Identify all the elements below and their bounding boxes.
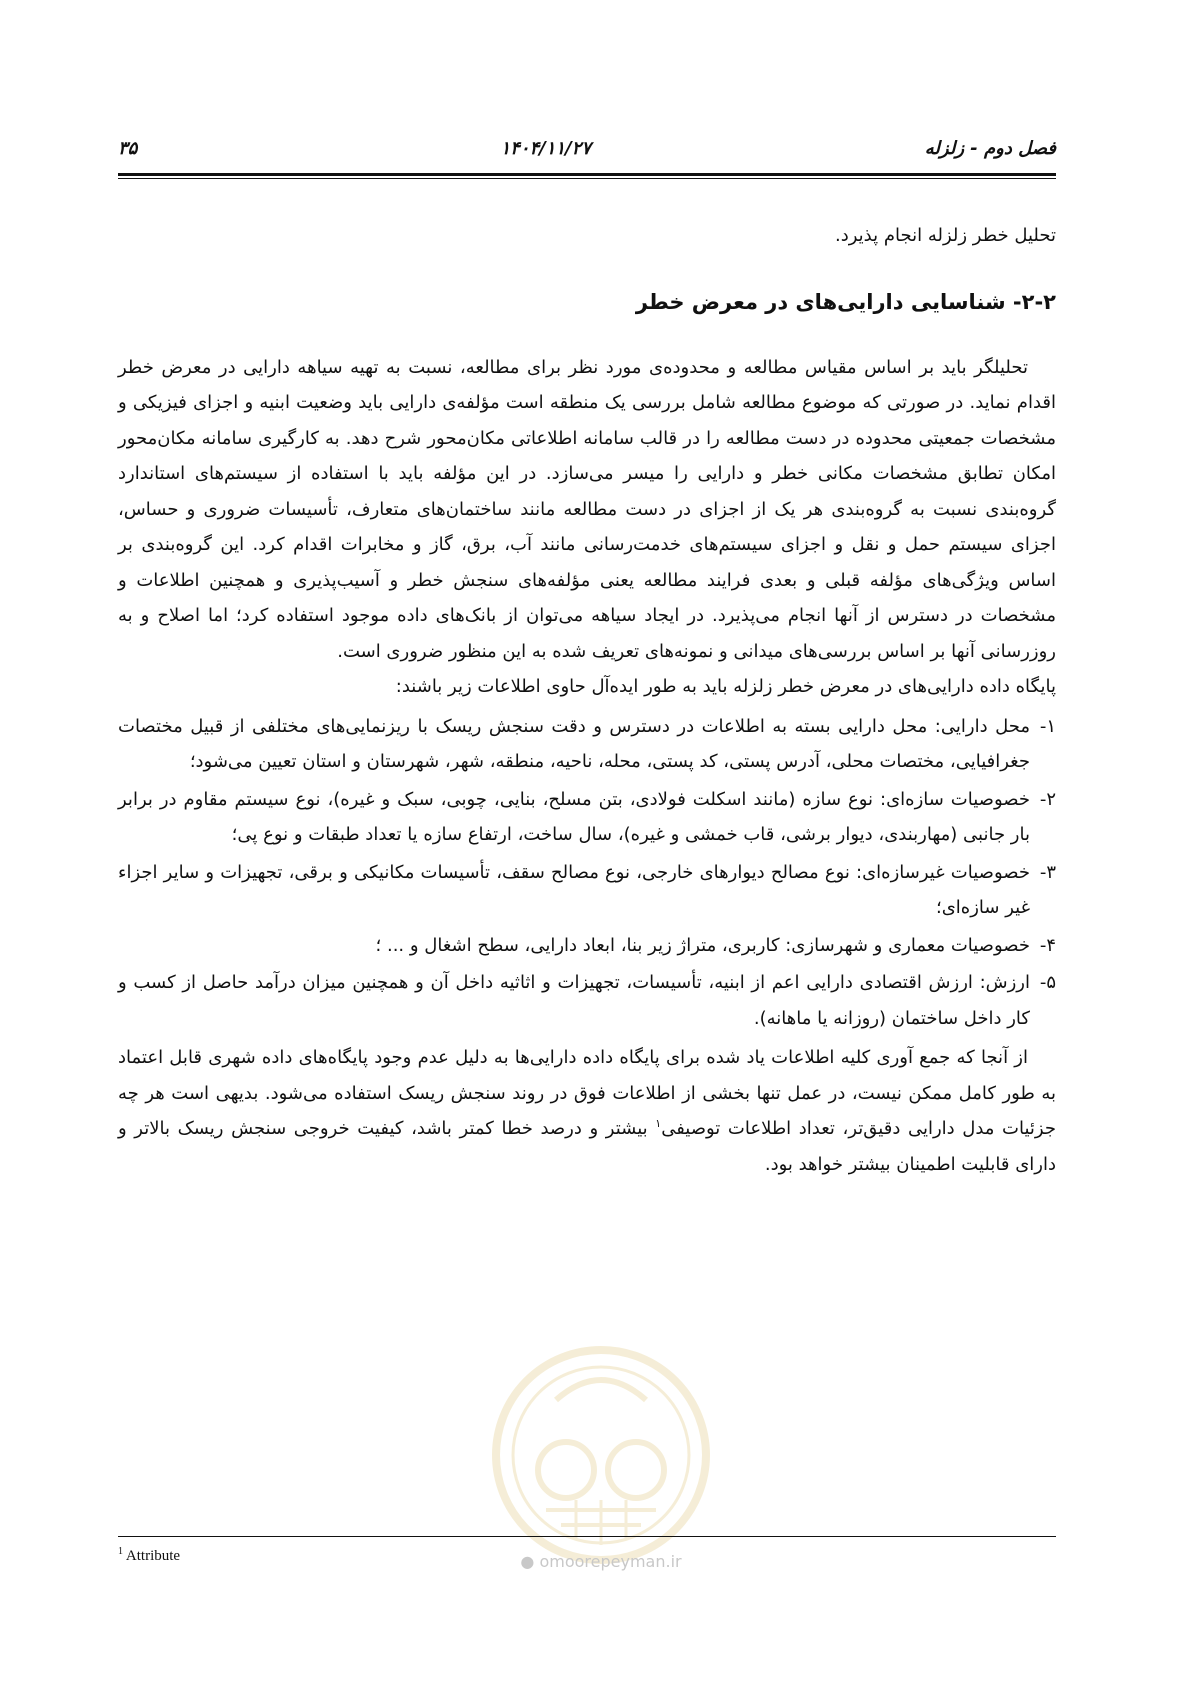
- list-text: خصوصیات غیرسازه‌ای: نوع مصالح دیوارهای خارجی، نوع مصالح سقف، تأسیسات مکانیکی و برقی، تجهیزات و سایر اجزاء غیر سازه‌ای؛: [118, 861, 1030, 918]
- list-text: ارزش: ارزش اقتصادی دارایی اعم از ابنیه، تأسیسات، تجهیزات و اثاثیه داخل آن و همچنین میزان درآمد حاصل از کسب و کار داخل ساختمان (روزانه یا ماهانه).: [118, 972, 1030, 1029]
- page-number: ۳۵: [118, 138, 138, 159]
- paragraph-2: پایگاه داده دارایی‌های در معرض خطر زلزله باید به طور ایده‌آل حاوی اطلاعات زیر باشند:: [395, 676, 1056, 697]
- list-item: [118, 928, 1056, 964]
- paragraph-3-text-a: از آنجا که جمع آوری کلیه اطلاعات یاد شده برای پایگاه داده دارایی‌ها به دلیل عدم وجود پایگاه‌های داده شهری قابل اعتماد به طور کامل ممکن نیست، در عمل تنها بخشی از اطلاعات فوق در روند سنجش ریسک استفاده می‌شود. بدیهی است هر چه جزئیات مدل دارایی دقیق‌تر، تعداد اطلاعات توصیفی: [118, 1047, 1056, 1139]
- watermark-url: ● omoorepeyman.ir: [520, 1552, 682, 1571]
- watermark-url-text: omoorepeyman.ir: [539, 1552, 682, 1571]
- footnote-text: Attribute: [123, 1548, 181, 1564]
- section-heading: ۲-۲- شناسایی دارایی‌های در معرض خطر: [635, 289, 1056, 314]
- list-text: محل دارایی: محل دارایی بسته به اطلاعات در دسترس و دقت سنجش ریسک با ریزنمایی‌های مختلفی از قبیل مختصات جغرافیایی، مختصات محلی، آدرس پستی، کد پستی، محله، ناحیه، منطقه، شهر، شهرستان و استان تعیین می‌شود؛: [118, 715, 1030, 772]
- page-header: [118, 138, 1056, 168]
- header-rule-thick: [118, 173, 1056, 176]
- body-text: [118, 218, 1056, 1182]
- lead-sentence: تحلیل خطر زلزله انجام پذیرد.: [834, 225, 1056, 246]
- paragraph-3-text-b: بیشتر و درصد خطا کمتر باشد، کیفیت خروجی سنجش ریسک بالاتر و دارای قابلیت اطمینان بیشتر خواهد بود.: [118, 1118, 1056, 1175]
- list-item: [118, 782, 1056, 853]
- list-number: ۱-: [1039, 715, 1056, 737]
- list-text: خصوصیات سازه‌ای: نوع سازه (مانند اسکلت فولادی، بتن مسلح، بنایی، چوبی، سبک و غیره)، نوع سیستم مقاوم در برابر بار جانبی (مهاربندی، دیوار برشی، قاب خمشی و غیره)، سال ساخت، ارتفاع سازه یا تعداد طبقات و نوع پی؛: [118, 788, 1030, 845]
- list-item: [118, 855, 1056, 926]
- header-rule-thin: [118, 178, 1056, 179]
- paragraph-1: تحلیلگر باید بر اساس مقیاس مطالعه و محدوده‌ی مورد نظر برای مطالعه، نسبت به تهیه سیاهه دارایی در معرض خطر اقدام نماید. در صورتی که موضوع مطالعه شامل بررسی یک منطقه است مؤلفه‌ی دارایی باید وضعیت ابنیه و اجزای فیزیکی و مشخصات جمعیتی محدوده در دست مطالعه را در قالب سامانه اطلاعاتی مکان‌محور شرح دهد. به کارگیری سامانه مکان‌محور امکان تطابق مشخصات مکانی خطر و دارایی را میسر می‌سازد. در این مؤلفه باید با استفاده از سیستم‌های استاندارد گروه‌بندی نسبت به گروه‌بندی هر یک از اجزای در دست مطالعه مانند ساختمان‌های متعارف، تأسیسات ضروری و حساس، اجزای سیستم حمل و نقل و اجزای سیستم‌های خدمت‌رسانی مانند آب، برق، گاز و مخابرات اقدام کرد. این گروه‌بندی بر اساس ویژگی‌های مؤلفه قبلی و بعدی فرایند مطالعه یعنی مؤلفه‌های سنجش خطر و آسیب‌پذیری و همچنین اطلاعات و مشخصات در دسترس از آنها انجام می‌پذیرد. در ایجاد سیاهه می‌توان از بانک‌های داده موجود استفاده کرد؛ اما اصلاح و به روزرسانی آنها بر اساس بررسی‌های میدانی و نمونه‌های تعریف شده به این منظور ضروری است.: [118, 356, 1056, 662]
- chapter-title: فصل دوم - زلزله: [924, 138, 1056, 159]
- list-text: خصوصیات معماری و شهرسازی: کاربری، متراژ زیر بنا، ابعاد دارایی، سطح اشغال و ... ؛: [375, 934, 1030, 956]
- footnote-marker: 1: [118, 1546, 123, 1557]
- list-item: [118, 709, 1056, 780]
- list-number: ۲-: [1039, 788, 1056, 810]
- list-item: [118, 965, 1056, 1036]
- footnote-rule: [118, 1536, 1056, 1537]
- footnote-reference[interactable]: ۱: [655, 1117, 662, 1130]
- asset-info-list: [118, 709, 1056, 1037]
- header-date: ۱۴۰۴/۱۱/۲۷: [500, 138, 591, 159]
- footnote: [118, 1546, 180, 1565]
- list-number: ۴-: [1039, 934, 1056, 956]
- list-number: ۵-: [1039, 972, 1056, 993]
- list-number: ۳-: [1039, 861, 1056, 883]
- paragraph-3: [118, 1040, 1056, 1182]
